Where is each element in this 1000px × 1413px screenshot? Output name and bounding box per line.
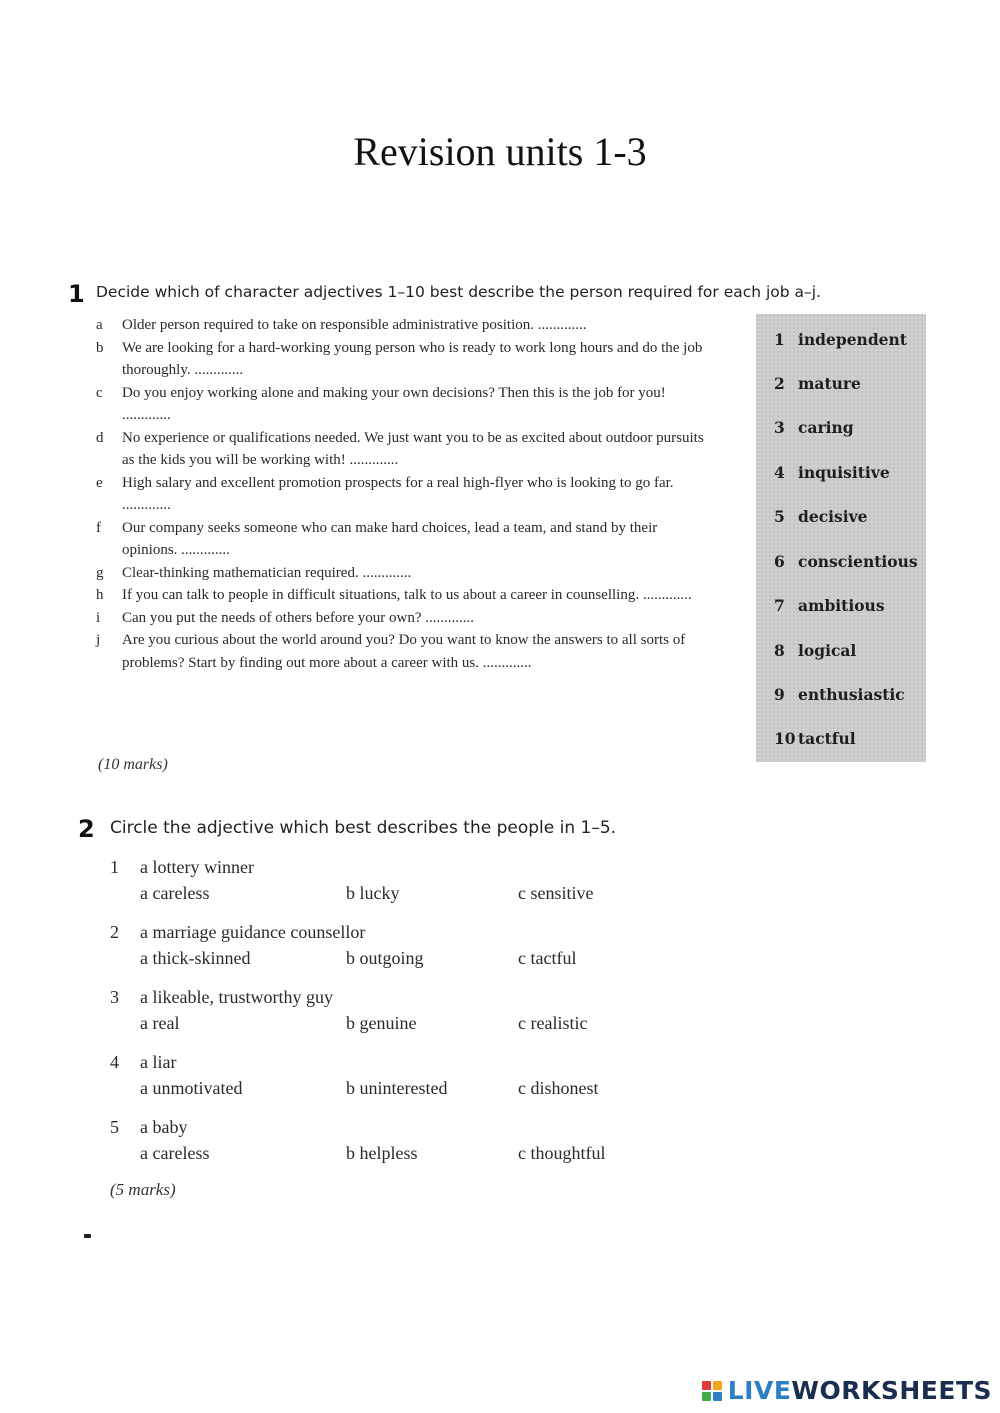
exercise-1-number: 1: [68, 280, 85, 308]
option-a[interactable]: a unmotivated: [140, 1078, 243, 1098]
question-text: a likeable, trustworthy guy: [140, 987, 333, 1007]
logo-square: [713, 1381, 722, 1390]
job-ad-j: [94, 629, 714, 674]
option-c[interactable]: c sensitive: [518, 883, 594, 903]
adjective-number: 8: [774, 641, 785, 660]
job-ad-letter: j: [96, 632, 101, 648]
adjective-word: conscientious: [798, 552, 918, 571]
adjective-word: mature: [798, 374, 861, 393]
brand-text-live: LIVE: [727, 1376, 792, 1405]
adjective-item: [774, 330, 907, 349]
option-a[interactable]: a careless: [140, 1143, 210, 1163]
option-b[interactable]: b uninterested: [346, 1078, 448, 1098]
adjective-box: [756, 314, 926, 762]
question-text: a marriage guidance counsellor: [140, 922, 366, 942]
job-ad-c: [94, 382, 714, 427]
option-a[interactable]: a real: [140, 1013, 180, 1033]
question-text: a lottery winner: [140, 857, 254, 877]
job-ad-text: Our company seeks someone who can make hard choices, lead a team, and stand by their opinions. .............: [122, 519, 658, 558]
adjective-item: [774, 729, 856, 748]
question-text: a baby: [140, 1117, 188, 1137]
job-ad-letter: e: [96, 474, 103, 491]
job-ad-letter: f: [96, 519, 101, 536]
exercise-2-number: 2: [78, 815, 95, 843]
job-ad-g: [94, 562, 714, 585]
adjective-item: [774, 374, 861, 393]
adjective-number: 4: [774, 463, 785, 482]
question-number: 3: [110, 987, 119, 1007]
adjective-word: caring: [798, 418, 854, 437]
question-text: a liar: [140, 1052, 177, 1072]
adjective-item: [774, 641, 856, 660]
job-ad-text: Can you put the needs of others before your own? .............: [122, 609, 475, 626]
option-c[interactable]: c tactful: [518, 948, 577, 968]
adjective-word: inquisitive: [798, 463, 890, 482]
adjective-item: [774, 552, 918, 571]
adjective-number: 3: [774, 418, 785, 437]
logo-square: [702, 1381, 711, 1390]
option-a[interactable]: a thick-skinned: [140, 948, 251, 968]
job-ad-list: [94, 314, 714, 674]
adjective-number: 5: [774, 507, 785, 526]
option-b[interactable]: b genuine: [346, 1013, 417, 1033]
adjective-number: 9: [774, 685, 785, 704]
job-ad-text: Do you enjoy working alone and making your own decisions? Then this is the job for you! .............: [122, 384, 666, 423]
liveworksheets-brand: [702, 1376, 992, 1405]
job-ad-letter: c: [96, 384, 103, 401]
job-ad-text: High salary and excellent promotion prospects for a real high-flyer who is looking to go far. .............: [122, 474, 674, 513]
question-number: 5: [110, 1117, 119, 1137]
job-ad-b: [94, 337, 714, 382]
adjective-item: [774, 596, 885, 615]
exercise-2-marks: (5 marks): [110, 1180, 176, 1199]
stray-mark: [84, 1234, 91, 1238]
option-b[interactable]: b lucky: [346, 883, 400, 903]
job-ad-text: If you can talk to people in difficult situations, talk to us about a career in counselling. .............: [122, 587, 692, 603]
option-c[interactable]: c dishonest: [518, 1078, 599, 1098]
job-ad-text: Clear-thinking mathematician required. .............: [122, 564, 412, 581]
adjective-word: decisive: [798, 507, 868, 526]
job-ad-letter: i: [96, 609, 101, 626]
brand-text-worksheets: WORKSHEETS: [791, 1376, 992, 1405]
exercise-1-marks: (10 marks): [98, 756, 168, 773]
job-ad-letter: g: [96, 564, 104, 581]
option-b[interactable]: b helpless: [346, 1143, 418, 1163]
adjective-item: [774, 463, 890, 482]
question-number: 1: [110, 857, 119, 877]
job-ad-letter: a: [96, 317, 103, 333]
job-ad-a: [94, 314, 714, 337]
question-number: 4: [110, 1052, 119, 1072]
adjective-item: [774, 507, 868, 526]
option-c[interactable]: c realistic: [518, 1013, 588, 1033]
adjective-word: enthusiastic: [798, 685, 905, 704]
adjective-number: 1: [774, 330, 785, 349]
job-ad-e: [94, 472, 714, 517]
job-ad-letter: h: [96, 587, 104, 603]
option-a[interactable]: a careless: [140, 883, 210, 903]
job-ad-f: [94, 517, 714, 562]
adjective-item: [774, 418, 854, 437]
exercise-1-instruction: Decide which of character adjectives 1–10 best describe the person required for each job a–j.: [96, 283, 822, 301]
adjective-number: 6: [774, 552, 785, 571]
adjective-word: independent: [798, 330, 907, 349]
page-title: Revision units 1-3: [353, 129, 647, 174]
exercise-2-instruction: Circle the adjective which best describes the people in 1–5.: [110, 818, 617, 838]
job-ad-text: We are looking for a hard-working young person who is ready to work long hours and do the job thoroughly. .............: [122, 339, 703, 378]
job-ad-letter: b: [96, 339, 104, 356]
adjective-number: 10: [774, 729, 796, 748]
job-ad-d: [94, 427, 714, 472]
job-ad-text: Are you curious about the world around you? Do you want to know the answers to all sorts of problems? Start by finding out more about a career with us. .............: [122, 632, 686, 671]
job-ad-text: Older person required to take on responsible administrative position. .............: [122, 317, 587, 333]
question-number: 2: [110, 922, 119, 942]
job-ad-letter: d: [96, 429, 104, 446]
adjective-number: 7: [774, 596, 785, 615]
job-ad-h: [94, 584, 714, 607]
adjective-word: ambitious: [798, 596, 885, 615]
option-c[interactable]: c thoughtful: [518, 1143, 606, 1163]
adjective-item: [774, 685, 905, 704]
job-ad-text: No experience or qualifications needed. We just want you to be as excited about outdoor pursuits as the kids you will be working with! .............: [122, 429, 704, 468]
liveworksheets-logo-icon: [702, 1381, 722, 1401]
option-b[interactable]: b outgoing: [346, 948, 424, 968]
job-ad-i: [94, 607, 714, 630]
adjective-number: 2: [774, 374, 785, 393]
adjective-word: logical: [798, 641, 857, 660]
adjective-word: tactful: [798, 729, 856, 748]
logo-square: [702, 1392, 711, 1401]
logo-square: [713, 1392, 722, 1401]
brand-wordmark: [728, 1376, 992, 1405]
